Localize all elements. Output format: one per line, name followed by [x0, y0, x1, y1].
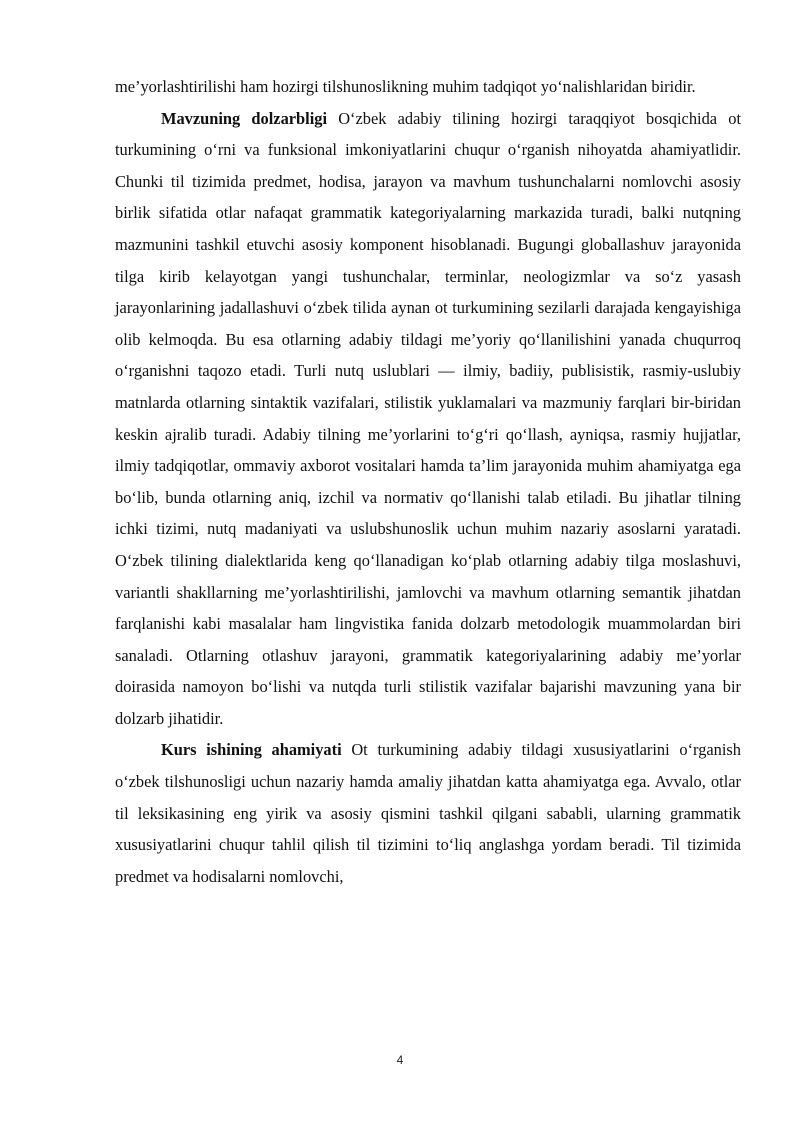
- paragraph-relevance: [115, 103, 741, 735]
- page-number: 4: [396, 1053, 404, 1067]
- paragraph-text: O‘zbek adabiy tilining hozirgi taraqqiyot bosqichida ot turkumining o‘rni va funksional imkoniyatlarini chuqur o‘rganish nihoyatda ahamiyatlidir. Chunki til tizimida predmet, hodisa, jarayon va mavhum tushunchalarni nomlovchi asosiy birlik sifatida otlar nafaqat grammatik kategoriyalarning markazida turadi, balki nutqning mazmunini tashkil etuvchi asosiy komponent hisoblanadi. Bugungi globallashuv jarayonida tilga kirib kelayotgan yangi tushunchalar, terminlar, neologizmlar va so‘z yasash jarayonlarining jadallashuvi o‘zbek tilida aynan ot turkumining sezilarli darajada kengayishiga olib kelmoqda. Bu esa otlarning adabiy tildagi me’yoriy qo‘llanilishini yanada chuqurroq o‘rganishni taqozo etadi. Turli nutq uslublari — ilmiy, badiiy, publisistik, rasmiy-uslubiy matnlarda otlarning sintaktik vazifalari, stilistik yuklamalari va mazmuniy farqlari bir-biridan keskin ajralib turadi. Adabiy tilning me’yorlarini to‘g‘ri qo‘llash, ayniqsa, rasmiy hujjatlar, ilmiy tadqiqotlar, ommaviy axborot vositalari hamda ta’lim jarayonida muhim ahamiyatga ega bo‘lib, bunda otlarning aniq, izchil va normativ qo‘llanishi talab etiladi. Bu jihatlar tilning ichki tizimi, nutq madaniyati va uslubshunoslik uchun muhim nazariy asoslarni yaratadi. O‘zbek tilining dialektlarida keng qo‘llanadigan ko‘plab otlarning adabiy tilga moslashuvi, variantli shakllarning me’yorlashtirilishi, jamlovchi va mavhum otlarning semantik jihatdan farqlanishi kabi masalalar ham lingvistika fanida dolzarb metodologik muammolardan biri sanaladi. Otlarning otlashuv jarayoni, grammatik kategoriyalarining adabiy me’yorlar doirasida namoyon bo‘lishi va nutqda turli stilistik vazifalar bajarishi mavzuning yana bir dolzarb jihatidir.: [115, 108, 741, 728]
- paragraph-text: me’yorlashtirilishi ham hozirgi tilshunoslikning muhim tadqiqot yo‘nalishlaridan biridir.: [115, 77, 696, 96]
- document-page: [115, 71, 741, 892]
- paragraph-heading-significance: Kurs ishining ahamiyati: [161, 740, 342, 760]
- paragraph-significance: [115, 734, 741, 892]
- paragraph-continuation: [115, 71, 741, 103]
- paragraph-text: Ot turkumining adabiy tildagi xususiyatlarini o‘rganish o‘zbek tilshunosligi uchun nazariy hamda amaliy jihatdan katta ahamiyatga ega. Avvalo, otlar til leksikasining eng yirik va asosiy qismini tashkil qilgani sababli, ularning grammatik xususiyatlarini chuqur tahlil qilish til tizimini to‘liq anglashga yordam beradi. Til tizimida predmet va hodisalarni nomlovchi,: [115, 740, 741, 886]
- paragraph-heading-relevance: Mavzuning dolzarbligi: [161, 108, 328, 128]
